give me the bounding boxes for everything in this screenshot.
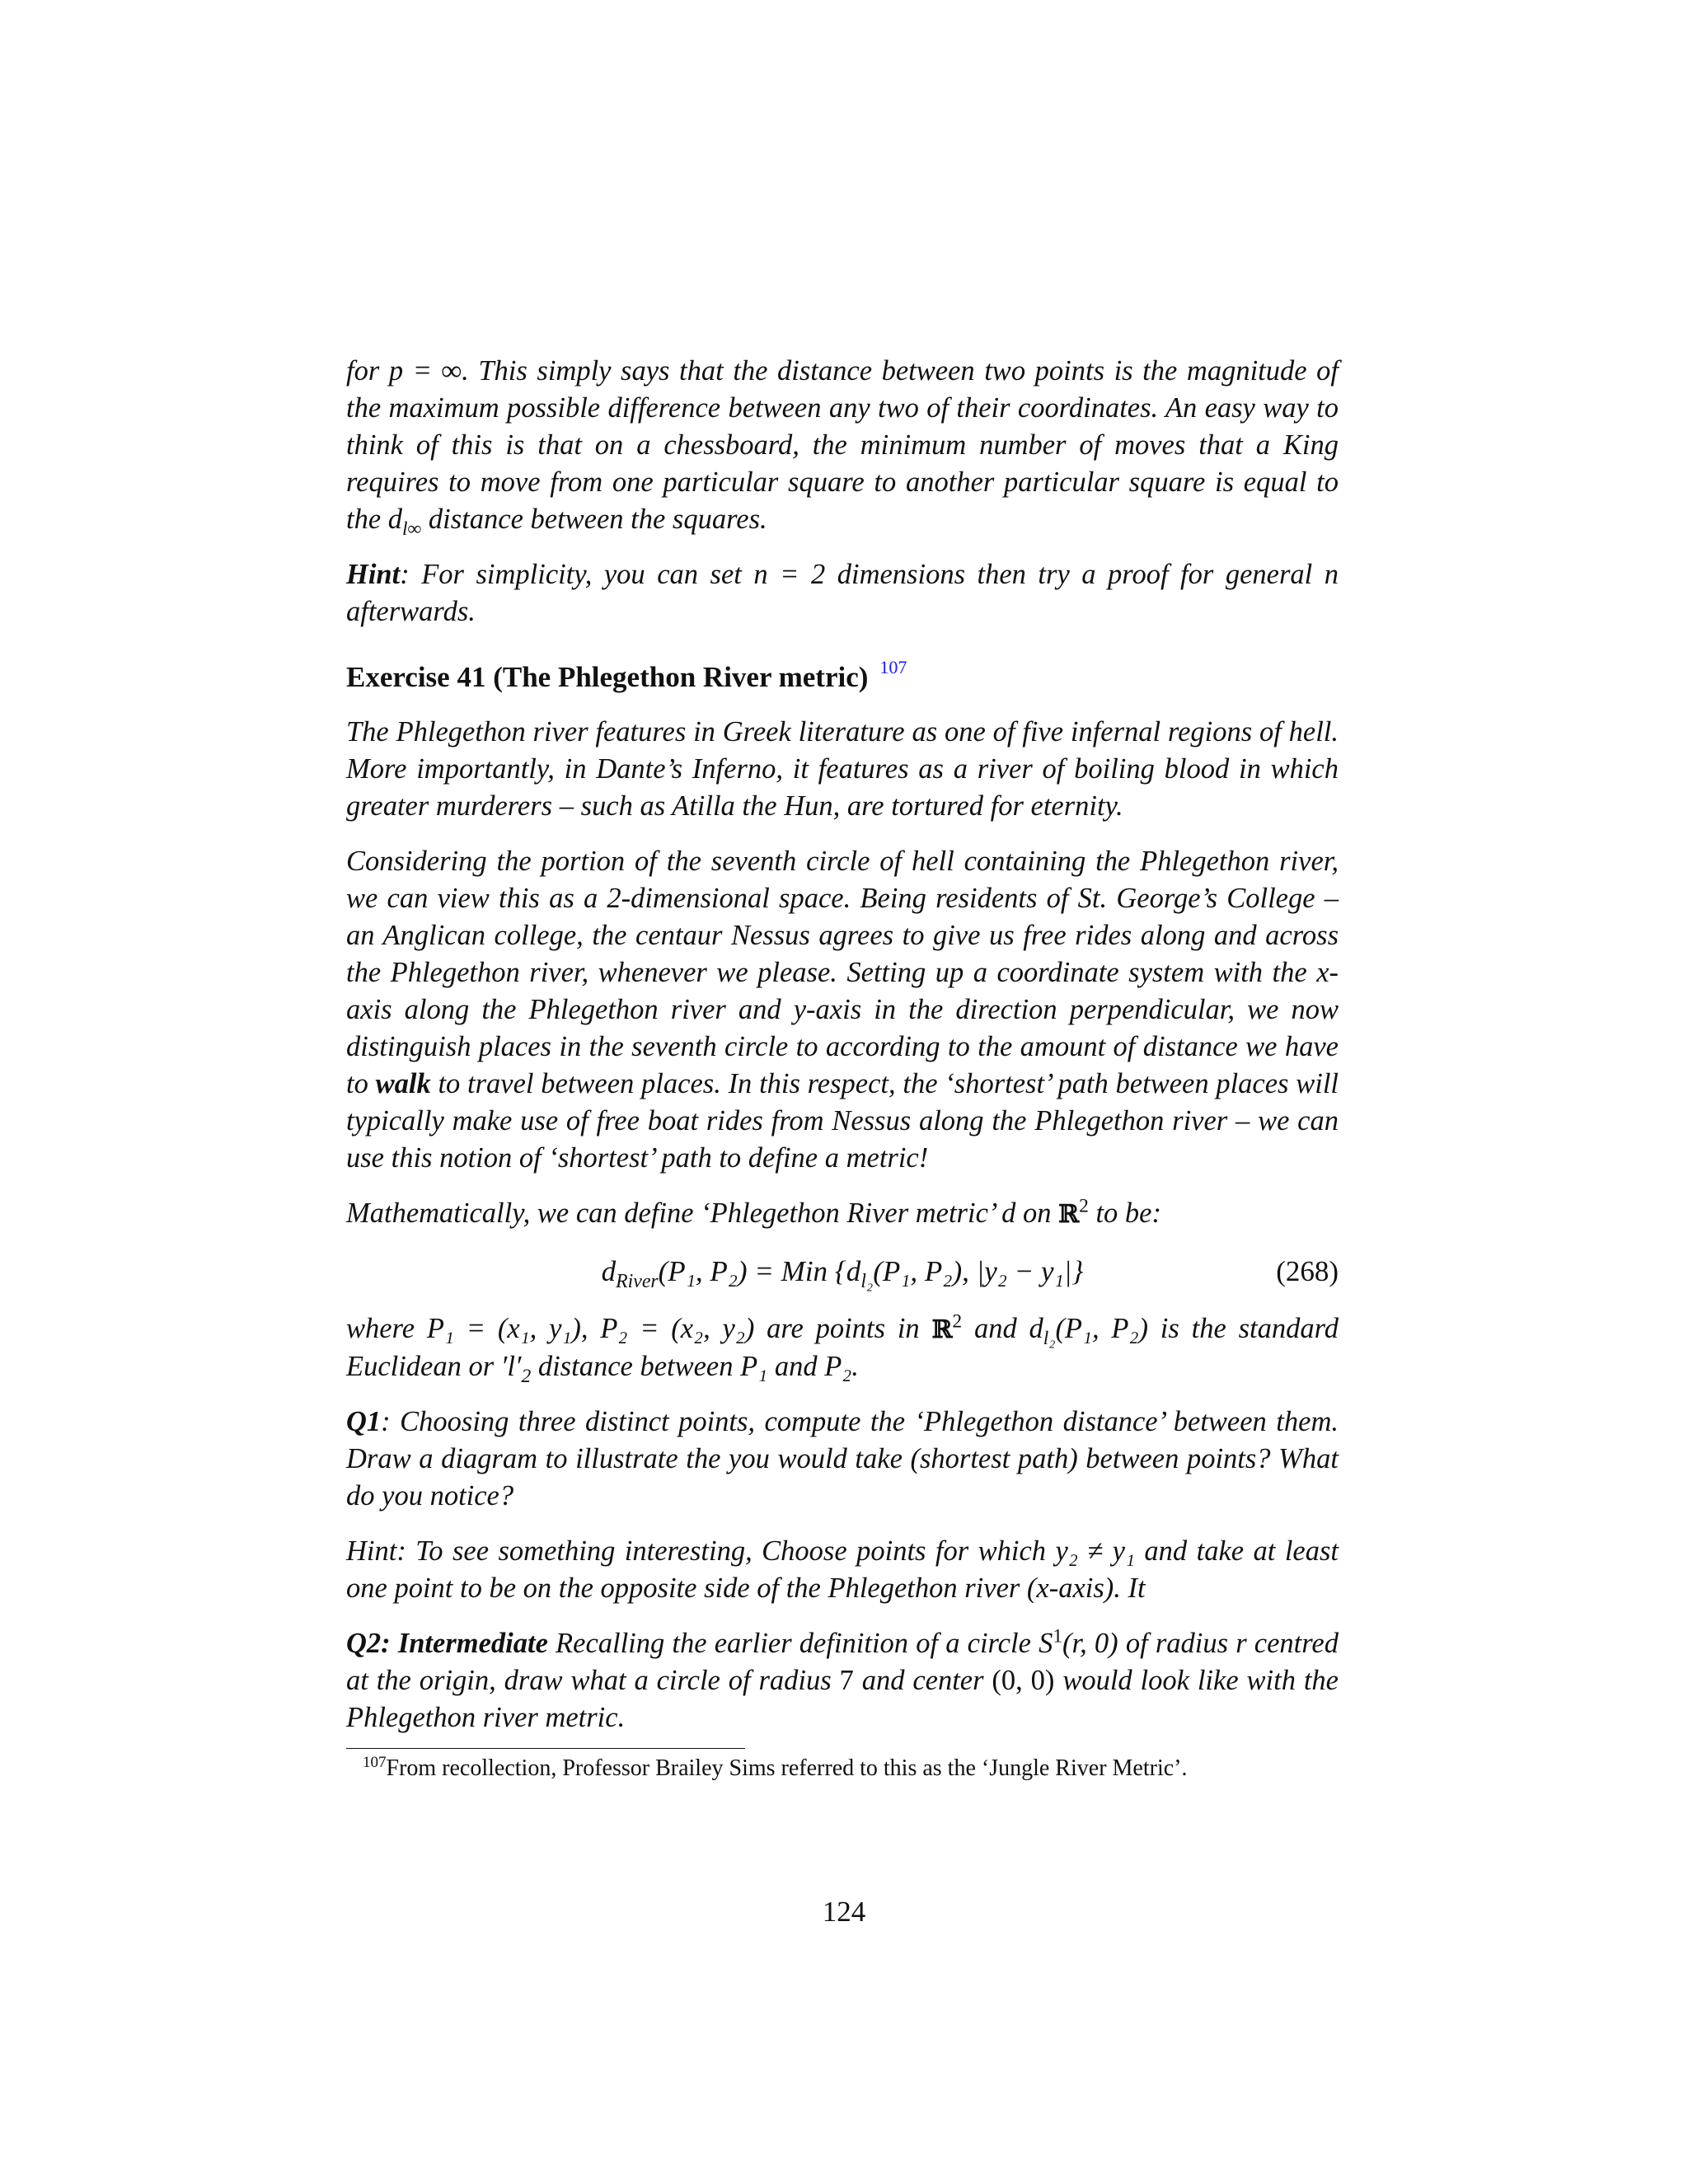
text: Considering the portion of the seventh circle of hell containing the Phlegethon river, we can view this as a 2-dimensional space. Being residents of St. George’s College – an Anglican college, the centaur Nessus agrees to give us free rides along and across the Phlegethon river, whenever we please. Setting up a coordinate system with the x-axis along the Phlegethon river and y-axis in the direction perpendicular, we now distinguish places in the seventh circle to according to the amount of distance we have to xyxy=(346,846,1339,1099)
text: Recalling the earlier definition of a circle xyxy=(547,1628,1039,1659)
text: . xyxy=(851,1351,859,1382)
text: and xyxy=(767,1351,825,1382)
math: ′l′ xyxy=(500,1351,522,1382)
equation-body xyxy=(346,1251,1339,1292)
math-superscript: 2 xyxy=(952,1310,963,1333)
footnote-divider xyxy=(346,1748,745,1749)
math-superscript: 2 xyxy=(1079,1195,1089,1217)
math: r xyxy=(1236,1628,1247,1659)
text: are points in xyxy=(754,1313,932,1344)
text: and xyxy=(962,1313,1029,1344)
math-reals: ℝ xyxy=(1058,1200,1080,1229)
text: would look like with the Phlegethon river metric. xyxy=(346,1665,1339,1733)
math: n xyxy=(1324,559,1339,590)
text: on xyxy=(1015,1197,1059,1229)
math: (r, 0) xyxy=(1062,1628,1118,1659)
paragraph-definition xyxy=(346,1195,1339,1233)
math-subscript: l₂ xyxy=(860,1271,874,1292)
footnote-text: From recollection, Professor Brailey Sims referred to this as the ‘Jungle River Metric’. xyxy=(386,1755,1188,1781)
text: and take at least one point to be on the opposite side of the Phlegethon river (x-axis). It xyxy=(346,1535,1339,1604)
footnote xyxy=(346,1754,1339,1783)
exercise-title: Exercise 41 (The Phlegethon River metric) xyxy=(346,661,869,693)
math-subscript: l∞ xyxy=(402,518,422,540)
text: and center xyxy=(853,1665,992,1696)
text: Hint: To see something interesting, Choose points for which xyxy=(346,1535,1056,1567)
equation-268 xyxy=(346,1251,1339,1292)
text: of radius xyxy=(1118,1628,1236,1659)
text: afterwards. xyxy=(346,596,476,627)
text: is the standard Euclidean or xyxy=(346,1313,1339,1382)
text: centred at the origin, draw what a circle of radius xyxy=(346,1628,1339,1696)
math-reals: ℝ xyxy=(931,1315,953,1344)
math: P₁ = (x₁, y₁) xyxy=(426,1313,581,1344)
text: dimensions then try a proof for general xyxy=(825,559,1325,590)
hint-label: Hint xyxy=(346,559,401,590)
text: : For simplicity, you can set xyxy=(400,559,754,590)
math: (P₁, P₂) = Min {d xyxy=(658,1255,861,1287)
text: : Choosing three distinct points, compute the ‘Phlegethon distance’ between them. Draw a diagram to illustrate the you would take (shortest path) between points? What do you notice? xyxy=(346,1406,1339,1511)
math: y₂ ≠ y₁ xyxy=(1055,1535,1135,1567)
math: P₂ xyxy=(824,1351,852,1382)
text: distance between xyxy=(531,1351,741,1382)
footnote-link[interactable]: 107 xyxy=(879,657,907,677)
math: d xyxy=(1029,1313,1043,1344)
text: , xyxy=(580,1313,601,1344)
hint-paragraph-2 xyxy=(346,1533,1339,1607)
text: for xyxy=(346,355,389,387)
hint-paragraph xyxy=(346,556,1339,630)
text: to be: xyxy=(1088,1197,1161,1229)
math: S xyxy=(1039,1628,1053,1659)
question-label: Q2: Intermediate xyxy=(346,1628,548,1659)
page-body xyxy=(346,353,1339,1783)
emphasis-walk: walk xyxy=(375,1068,431,1099)
question-2 xyxy=(346,1625,1339,1736)
equation-number: (268) xyxy=(1276,1255,1339,1287)
paragraph-points xyxy=(346,1310,1339,1385)
page-number: 124 xyxy=(822,1896,866,1928)
exercise-heading xyxy=(346,649,1339,696)
math: P₂ = (x₂, y₂) xyxy=(600,1313,755,1344)
text: distance between the squares. xyxy=(421,504,767,535)
math: p = ∞ xyxy=(388,355,462,387)
math: n = 2 xyxy=(753,559,826,590)
math-subscript: River xyxy=(616,1271,659,1292)
math: P₁ xyxy=(740,1351,768,1382)
paragraph-seventh-circle xyxy=(346,843,1339,1177)
paragraph-linf-metric xyxy=(346,353,1339,538)
math-subscript: l₂ xyxy=(1043,1327,1056,1349)
text: where xyxy=(346,1313,427,1344)
question-label: Q1 xyxy=(346,1406,382,1437)
footnote-number: 107 xyxy=(363,1754,387,1771)
math-superscript: 1 xyxy=(1053,1625,1063,1647)
math: (P₁, P₂), |y₂ − y₁|} xyxy=(873,1255,1084,1287)
question-1 xyxy=(346,1404,1339,1515)
math: d xyxy=(387,504,403,535)
text: . This simply says that the distance between two points is the magnitude of the maximum possible difference between any two of their coordinates. An easy way to think of this is that on a chessboard, the minimum number of moves that a King requires to move from one particular square to another particular square is equal to the xyxy=(346,355,1339,535)
math: (0, 0) xyxy=(992,1665,1055,1696)
math: d xyxy=(1001,1197,1016,1229)
text: to travel between places. In this respect, the ‘shortest’ path between places will typically make use of free boat rides from Nessus along the Phlegethon river – we can use this notion of ‘shortest’ path to define a metric! xyxy=(346,1068,1339,1174)
paragraph-phlegethon-intro: The Phlegethon river features in Greek literature as one of five infernal regions of hell. More importantly, in Dante’s Inferno, it features as a river of boiling blood in which greater murderers – such as Atilla the Hun, are tortured for eternity. xyxy=(346,716,1339,822)
math-subscript: 2 xyxy=(521,1365,532,1387)
text: Mathematically, we can define ‘Phlegethon River metric’ xyxy=(346,1197,1002,1229)
math: (P₁, P₂) xyxy=(1055,1313,1148,1344)
math: d xyxy=(601,1255,617,1287)
math: 7 xyxy=(839,1665,854,1696)
